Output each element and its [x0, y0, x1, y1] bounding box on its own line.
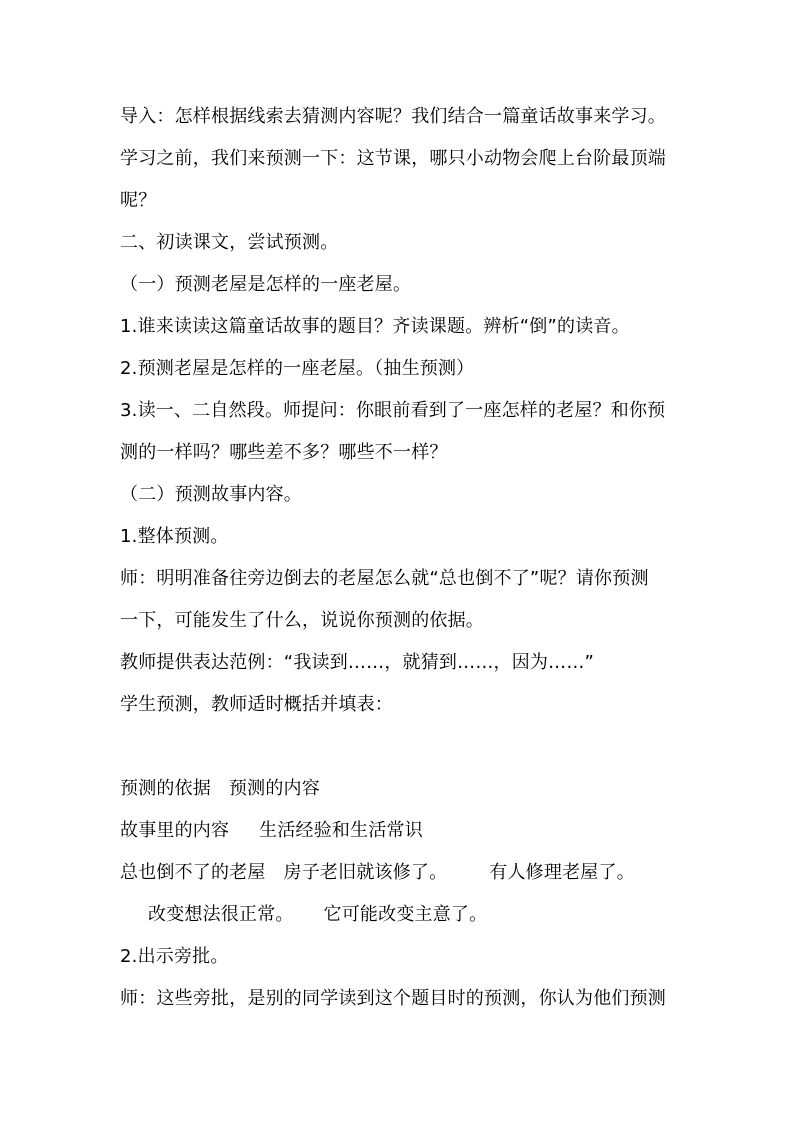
subsection-heading-one: （一）预测老屋是怎样的一座老屋。 [120, 274, 412, 295]
paragraph-before-learning: 学习之前，我们来预测一下：这节课，哪只小动物会爬上台阶最顶端 [120, 148, 666, 169]
table-cell-may-change-mind: 它可能改变主意了。 [323, 904, 488, 925]
table-cell-old-house: 总也倒不了的老屋 [120, 862, 266, 883]
table-row-1 [120, 819, 423, 843]
table-cell-life-experience: 生活经验和生活常识 [259, 820, 423, 841]
list-item-2: 2.预测老屋是怎样的一座老屋。（抽生预测） [120, 358, 475, 379]
table-row-2 [120, 861, 635, 885]
list-item-3-cont: 测的一样吗？哪些差不多？哪些不一样？ [120, 442, 448, 463]
table-cell-story-content: 故事里的内容 [120, 820, 230, 841]
student-prediction: 学生预测，教师适时概括并填表： [120, 694, 393, 715]
table-header-basis: 预测的依据 [120, 778, 211, 799]
list-item-3: 3.读一、二自然段。师提问：你眼前看到了一座怎样的老屋？和你预 [120, 400, 666, 421]
table-cell-change-mind-normal: 改变想法很正常。 [148, 904, 294, 925]
teacher-side-notes-question: 师：这些旁批，是别的同学读到这个题目时的预测，你认为他们预测 [120, 988, 666, 1009]
table-row-3 [148, 903, 487, 927]
paragraph-intro: 导入：怎样根据线索去猜测内容呢？我们结合一篇童话故事来学习。 [120, 106, 666, 127]
teacher-question-cont: 一下，可能发生了什么，说说你预测的依据。 [120, 610, 484, 631]
section-heading-two: 二、初读课文，尝试预测。 [120, 232, 339, 253]
list-item-side-notes: 2.出示旁批。 [120, 946, 229, 967]
list-item-1: 1.谁来读读这篇童话故事的题目？齐读课题。辨析“倒”的读音。 [120, 316, 630, 337]
table-header-row [120, 777, 320, 801]
paragraph-before-learning-cont: 呢？ [120, 190, 157, 211]
table-cell-needs-repair: 房子老旧就该修了。 [283, 862, 448, 883]
table-header-content: 预测的内容 [228, 778, 320, 799]
table-cell-someone-repaired: 有人修理老屋了。 [489, 862, 635, 883]
subsection-heading-two: （二）预测故事内容。 [120, 484, 302, 505]
teacher-question: 师：明明准备往旁边倒去的老屋怎么就“总也倒不了”呢？请你预测 [120, 568, 649, 589]
list-item-overall: 1.整体预测。 [120, 526, 229, 547]
teacher-example: 教师提供表达范例：“我读到……，就猜到……，因为……” [120, 652, 595, 673]
